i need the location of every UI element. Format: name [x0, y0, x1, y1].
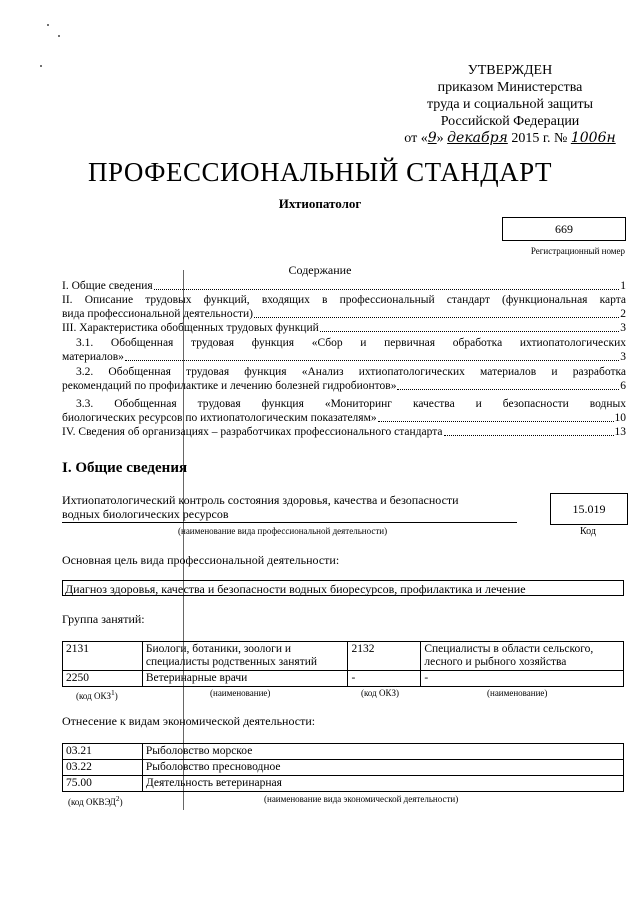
approval-line: приказом Министерства [437, 80, 583, 95]
approval-block [400, 62, 620, 147]
section-heading: I. Общие сведения [62, 460, 188, 476]
group-caption-code2: (код ОКЗ) [361, 688, 399, 698]
group-label: Группа занятий: [62, 612, 145, 626]
okz-code: 2132 [348, 642, 421, 671]
okz-code: - [348, 671, 421, 687]
okz-name: Биологи, ботаники, зоологи и специалисты родственных занятий [142, 642, 348, 671]
approval-line: УТВЕРЖДЕН [467, 63, 553, 78]
okved-caption-name: (наименование вида экономической деятельности) [264, 794, 459, 804]
scan-speck [47, 24, 49, 26]
approval-day: 9 [427, 130, 437, 146]
profession-name: Ихтиопатолог [278, 196, 362, 211]
activity-name: Ихтиопатологический контроль состояния здоровья, качества и безопасности водных биологических ресурсов [62, 493, 517, 523]
registration-number-box: 669 [502, 217, 626, 241]
okved-label: Отнесение к видам экономической деятельности: [62, 714, 316, 728]
toc-entry[interactable]: I. Общие сведения 1 [62, 280, 626, 292]
order-number: 1006н [570, 130, 616, 146]
goal-box: Диагноз здоровья, качества и безопасности водных биоресурсов, профилактика и лечение [62, 580, 624, 596]
okz-code: 2250 [63, 671, 143, 687]
page-title: ПРОФЕССИОНАЛЬНЫЙ СТАНДАРТ [87, 157, 553, 187]
activity-caption: (наименование вида профессиональной деятельности) [178, 526, 388, 536]
toc-entry[interactable]: 3.1. Обобщенная трудовая функция «Сбор и первичная обработка ихтиопатологических материалов» 3 [62, 337, 626, 363]
okved-code: 03.22 [63, 760, 143, 776]
toc-heading: Содержание [288, 263, 352, 277]
group-caption-name: (наименование) [210, 688, 271, 698]
approval-date-line: от «9» декабря 2015 г. № 1006н [404, 130, 616, 146]
okved-name: Деятельность ветеринарная [142, 776, 623, 792]
table-row [63, 642, 624, 671]
toc-entry[interactable]: IV. Сведения об организациях – разработчиках профессионального стандарта 13 [62, 426, 626, 438]
occupation-group-table [62, 641, 624, 687]
scan-speck [58, 35, 60, 37]
toc-entry[interactable]: III. Характеристика обобщенных трудовых функций 3 [62, 322, 626, 334]
group-caption-name2: (наименование) [487, 688, 548, 698]
okved-table [62, 743, 624, 792]
table-row [63, 671, 624, 687]
activity-code-box: 15.019 [550, 493, 628, 525]
approval-line: труда и социальной защиты [427, 97, 593, 112]
approval-line: Российской Федерации [440, 114, 580, 129]
okz-name: Ветеринарные врачи [142, 671, 348, 687]
toc-entry[interactable]: 3.3. Обобщенная трудовая функция «Мониторинг качества и безопасности водных биологических ресурсов по ихтиопатологическим показателям» 10 [62, 398, 626, 424]
okz-name: Специалисты в области сельского, лесного и рыбного хозяйства [421, 642, 624, 671]
approval-month: декабря [447, 130, 508, 146]
goal-label: Основная цель вида профессиональной деятельности: [62, 553, 340, 567]
okved-code: 75.00 [63, 776, 143, 792]
table-row [63, 744, 624, 760]
group-caption-code: (код ОКЗ$^1$) [76, 688, 118, 701]
scan-speck [40, 65, 42, 67]
okz-code: 2131 [63, 642, 143, 671]
okz-name: - [421, 671, 624, 687]
okved-name: Рыболовство морское [142, 744, 623, 760]
code-caption: Код [580, 526, 596, 537]
table-row [63, 776, 624, 792]
toc-entry[interactable]: II. Описание трудовых функций, входящих в профессиональный стандарт (функциональная карта вида профессиональной деятельности) 2 [62, 294, 626, 320]
toc-entry[interactable]: 3.2. Обобщенная трудовая функция «Анализ ихтиопатологических материалов и разработка рекомендаций по профилактике и лечению болезней гидробионтов» 6 [62, 366, 626, 392]
table-row [63, 760, 624, 776]
okved-caption-code: (код ОКВЭД$^2$) [68, 794, 123, 807]
okved-name: Рыболовство пресноводное [142, 760, 623, 776]
okved-code: 03.21 [63, 744, 143, 760]
registration-caption: Регистрационный номер [530, 246, 625, 256]
